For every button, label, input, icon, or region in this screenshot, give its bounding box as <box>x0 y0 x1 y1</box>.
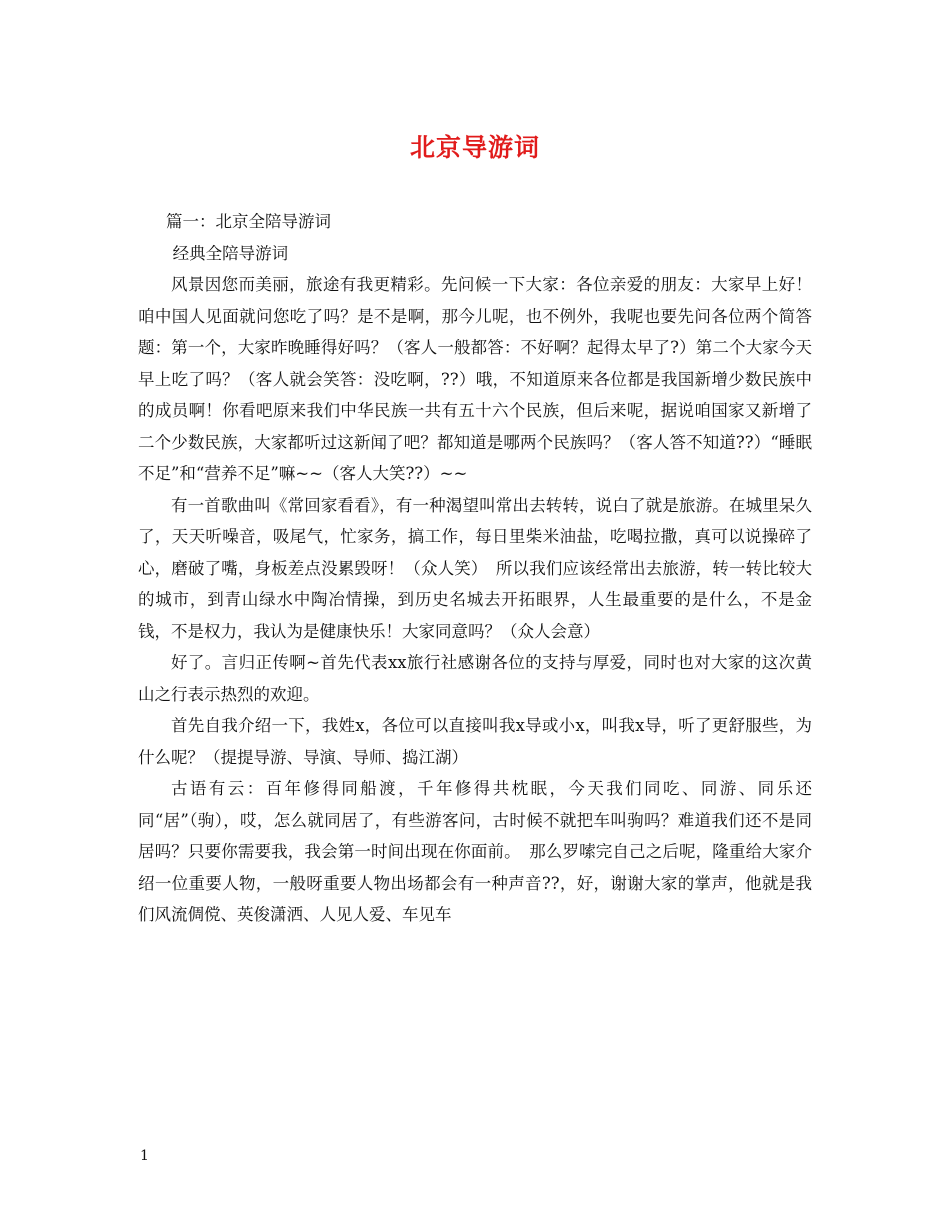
paragraph: 首先自我介绍一下，我姓x，各位可以直接叫我x导或小x，叫我x导，听了更舒服些，为什么呢？（提提导游、导演、导师、捣江湖） <box>138 716 812 767</box>
section-heading: 篇一：北京全陪导游词 <box>166 212 332 231</box>
document-body <box>138 206 812 931</box>
paragraph: 好了。言归正传啊~首先代表xx旅行社感谢各位的支持与厚爱，同时也对大家的这次黄山之行表示热烈的欢迎。 <box>138 653 812 704</box>
paragraph: 古语有云：百年修得同船渡，千年修得共枕眠，今天我们同吃、同游、同乐还同“居”（驹），哎，怎么就同居了，有些游客问，古时候不就把车叫驹吗？难道我们还不是同居吗？只要你需要我，我会第一时间出现在你面前。 那么罗嗦完自己之后呢，隆重给大家介绍一位重要人物，一般呀重要人物出场都会有一种声音??，好，谢谢大家的掌声，他就是我们风流倜傥、英俊潇洒、人见人爱、车见车 <box>138 779 812 924</box>
paragraph: 有一首歌曲叫《常回家看看》，有一种渴望叫常出去转转，说白了就是旅游。在城里呆久了，天天听噪音，吸尾气，忙家务，搞工作，每日里柴米油盐，吃喝拉撒，真可以说操碎了心，磨破了嘴，身板差点没累毁呀！（众人笑） 所以我们应该经常出去旅游，转一转比较大的城市，到青山绿水中陶冶情操，到历史名城去开拓眼界，人生最重要的是什么，不是金钱，不是权力，我认为是健康快乐！大家同意吗？（众人会意） <box>138 495 812 641</box>
subsection-heading: 经典全陪导游词 <box>172 243 289 263</box>
document-title: 北京导游词 <box>409 133 540 162</box>
paragraph: 风景因您而美丽，旅途有我更精彩。先问候一下大家：各位亲爱的朋友：大家早上好！咱中国人见面就问您吃了吗？是不是啊，那今儿呢，也不例外，我呢也要先问各位两个简答题：第一个，大家昨晚睡得好吗？（客人一般都答：不好啊？起得太早了?）第二个大家今天早上吃了吗？（客人就会笑答：没吃啊，??）哦，不知道原来各位都是我国新增少数民族中的成员啊！你看吧原来我们中华民族一共有五十六个民族，但后来呢，据说咱国家又新增了二个少数民族，大家都听过这新闻了吧？都知道是哪两个民族吗？（客人答不知道??）“睡眠不足”和“营养不足”嘛~~（客人大笑??）~~ <box>138 275 812 483</box>
page-number: 1 <box>140 1148 149 1164</box>
